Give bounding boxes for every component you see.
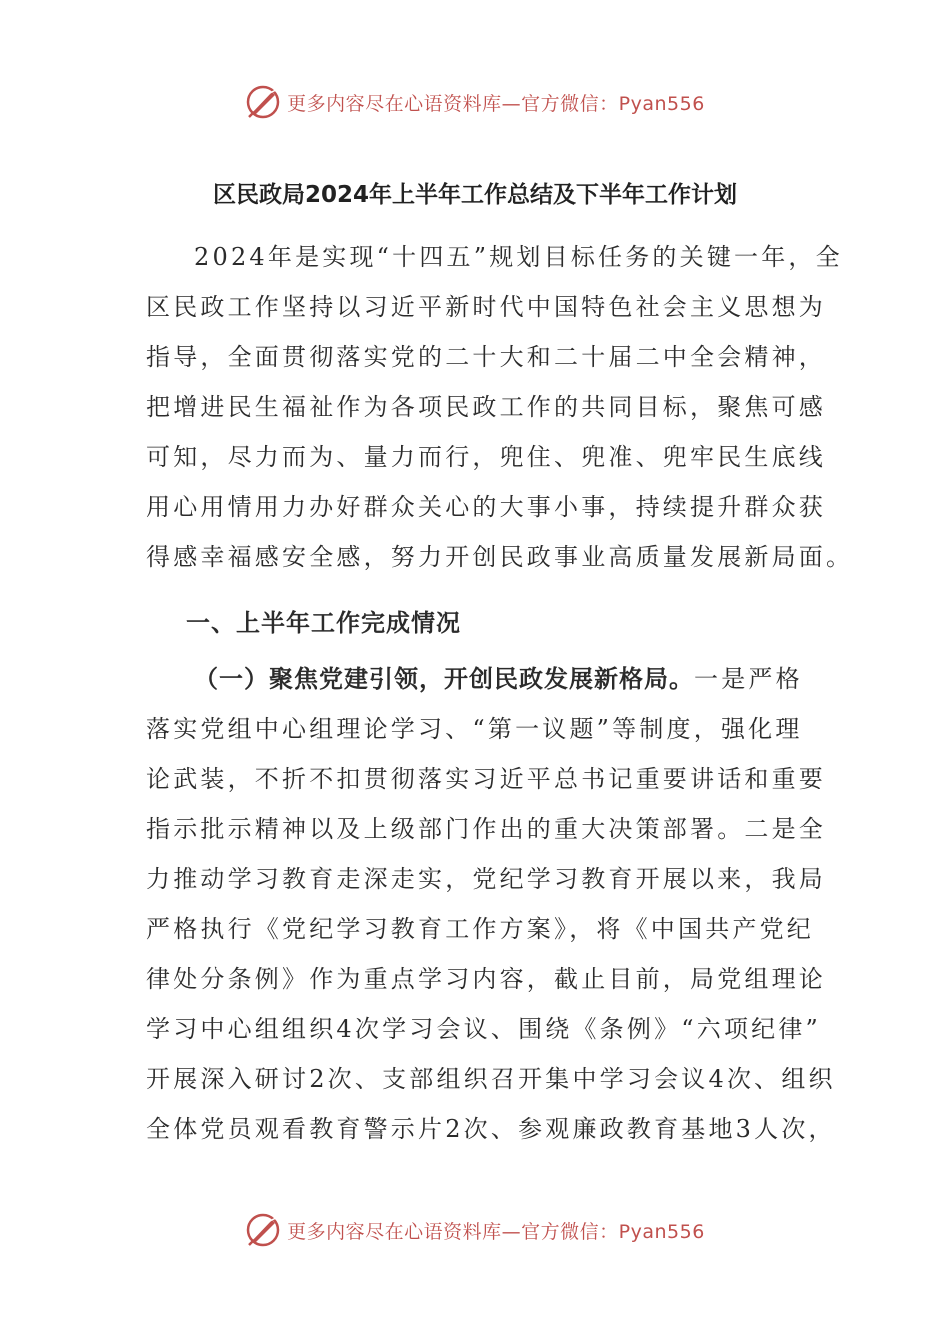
subsection-heading: （一）聚焦党建引领，开创民政发展新格局。 xyxy=(194,665,694,693)
paragraph-line: 力推动学习教育走深走实，党纪学习教育开展以来，我局 xyxy=(146,865,826,893)
paragraph-line: 指示批示精神以及上级部门作出的重大决策部署。二是全 xyxy=(146,815,826,843)
header-banner-text: 更多内容尽在心语资料库—官方微信：Pyan556 xyxy=(287,92,705,115)
header-banner xyxy=(0,82,950,122)
paragraph-text: 一是严格 xyxy=(694,665,803,693)
paragraph-line: 可知，尽力而为、量力而行，兜住、兜准、兜牢民生底线 xyxy=(146,443,826,471)
intro-paragraph xyxy=(146,232,854,582)
subsection-paragraph xyxy=(146,654,836,1154)
section-heading: 一、上半年工作完成情况 xyxy=(186,609,461,637)
paragraph-line: 开展深入研讨2次、支部组织召开集中学习会议4次、组织 xyxy=(146,1065,836,1093)
footer-banner xyxy=(0,1210,950,1250)
quill-pen-logo-icon xyxy=(245,1212,281,1248)
paragraph-first-line xyxy=(146,654,806,704)
paragraph-line: 指导，全面贯彻落实党的二十大和二十届二中全会精神， xyxy=(146,343,826,371)
document-title: 区民政局2024年上半年工作总结及下半年工作计划 xyxy=(212,182,737,208)
paragraph-line: 2024年是实现“十四五”规划目标任务的关键一年，全 xyxy=(194,243,843,271)
paragraph-line: 学习中心组组织4次学习会议、围绕《条例》“六项纪律” xyxy=(146,1015,822,1043)
paragraph-line: 论武装，不折不扣贯彻落实习近平总书记重要讲话和重要 xyxy=(146,765,826,793)
paragraph-line: 把增进民生福祉作为各项民政工作的共同目标，聚焦可感 xyxy=(146,393,826,421)
paragraph-line: 用心用情用力办好群众关心的大事小事，持续提升群众获 xyxy=(146,493,826,521)
paragraph-line: 律处分条例》作为重点学习内容，截止目前，局党组理论 xyxy=(146,965,826,993)
paragraph-line: 得感幸福感安全感，努力开创民政事业高质量发展新局面。 xyxy=(146,543,854,571)
footer-banner-text: 更多内容尽在心语资料库—官方微信：Pyan556 xyxy=(287,1220,705,1243)
quill-pen-logo-icon xyxy=(245,84,281,120)
paragraph-line: 全体党员观看教育警示片2次、参观廉政教育基地3人次， xyxy=(146,1115,836,1143)
paragraph-line: 区民政工作坚持以习近平新时代中国特色社会主义思想为 xyxy=(146,293,826,321)
paragraph-line: 落实党组中心组理论学习、“第一议题”等制度，强化理 xyxy=(146,715,803,743)
paragraph-line: 严格执行《党纪学习教育工作方案》，将《中国共产党纪 xyxy=(146,915,814,943)
